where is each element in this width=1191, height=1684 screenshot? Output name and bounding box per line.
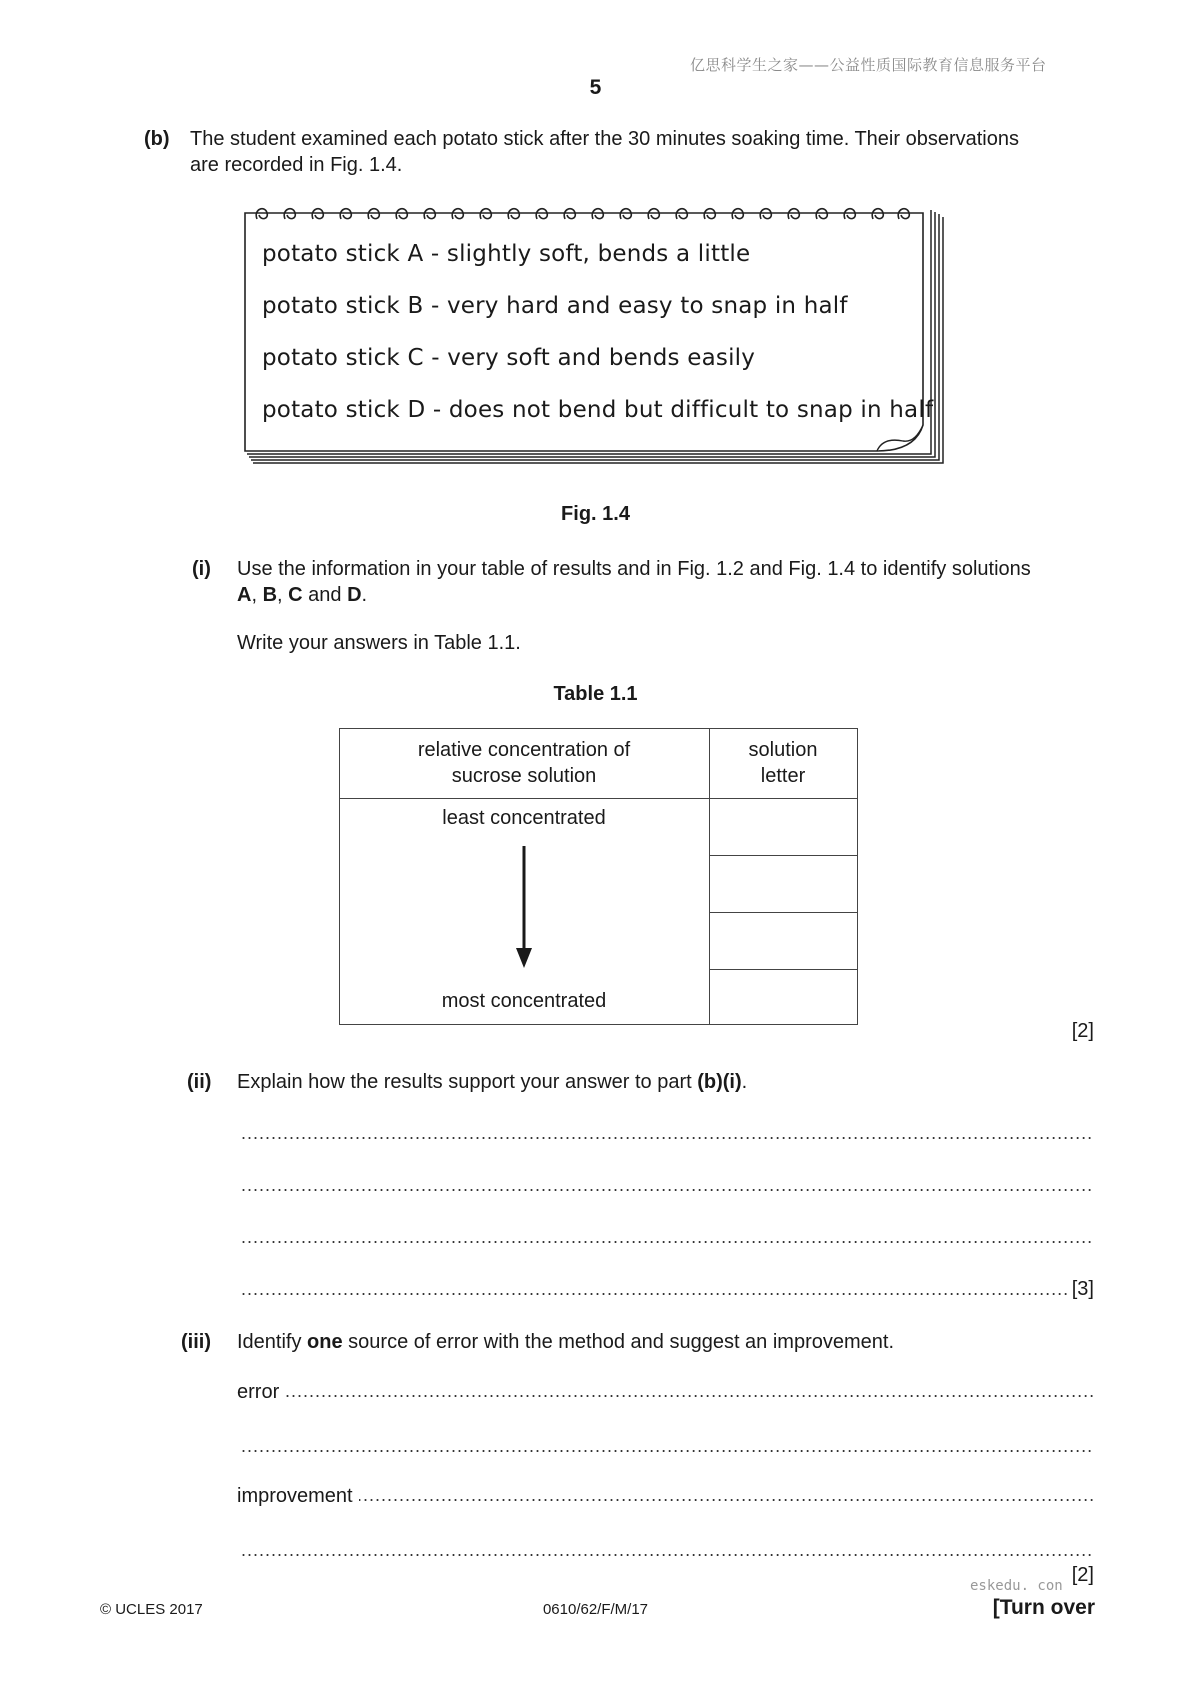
improvement-label: improvement [237, 1485, 359, 1508]
part-i-text-line1: Use the information in your table of results and in Fig. 1.2 and Fig. 1.4 to identify solutions [237, 558, 1031, 580]
notebook-line-c: potato stick C - very soft and bends easily [262, 345, 756, 371]
part-iii-marks: [2] [1071, 1564, 1094, 1586]
error-answer-line-2[interactable] [241, 1433, 1094, 1459]
copyright-text: © UCLES 2017 [100, 1601, 203, 1618]
letter-d: D [347, 584, 362, 606]
improvement-answer-line-2[interactable] [241, 1537, 1094, 1563]
answer-cell-4[interactable] [711, 971, 855, 1022]
improvement-answer-line[interactable] [237, 1485, 1094, 1511]
answer-line-ii-4[interactable] [241, 1276, 1067, 1302]
answer-cell-3[interactable] [711, 914, 855, 968]
watermark-text: eskedu. con [970, 1578, 1063, 1594]
figure-caption: Fig. 1.4 [561, 503, 630, 525]
paper-code: 0610/62/F/M/17 [542, 1601, 649, 1618]
part-i-label: (i) [192, 558, 211, 580]
least-concentrated-label: least concentrated [442, 807, 606, 829]
part-b-label: (b) [144, 128, 170, 150]
part-ii-marks: [3] [1071, 1278, 1094, 1300]
letter-a: A [237, 584, 252, 606]
answer-line-ii-1[interactable] [241, 1120, 1094, 1146]
page-number: 5 [589, 76, 602, 99]
part-b-text-line1: The student examined each potato stick after the 30 minutes soaking time. Their observations [190, 128, 1019, 150]
down-arrow-icon [509, 844, 539, 974]
answer-cell-1[interactable] [711, 800, 855, 854]
part-i-instruction: Write your answers in Table 1.1. [237, 632, 521, 654]
notebook-line-d: potato stick D - does not bend but difficult to snap in half [262, 397, 934, 423]
part-ii-text: Explain how the results support your answer to part (b)(i). [237, 1071, 748, 1093]
header-site-text: 亿思科学生之家——公益性质国际教育信息服务平台 [690, 56, 1047, 74]
part-iii-label: (iii) [181, 1331, 211, 1353]
notebook-line-a: potato stick A - slightly soft, bends a little [262, 241, 751, 267]
part-iii-text: Identify one source of error with the method and suggest an improvement. [237, 1331, 895, 1353]
answer-line-ii-2[interactable] [241, 1172, 1094, 1198]
turn-over-text: [Turn over [992, 1596, 1095, 1619]
most-concentrated-label: most concentrated [441, 990, 607, 1012]
answer-cell-2[interactable] [711, 857, 855, 911]
notebook-line-b: potato stick B - very hard and easy to snap in half [262, 293, 848, 319]
letter-b: B [262, 584, 278, 606]
col1-header: relative concentration of sucrose solution [417, 739, 631, 787]
error-answer-line[interactable] [237, 1381, 1094, 1407]
part-i-text-line2: A, B, C and D. [237, 584, 368, 606]
table-title: Table 1.1 [553, 683, 638, 705]
part-ii-label: (ii) [187, 1071, 212, 1093]
letter-c: C [288, 584, 303, 606]
part-b-text-line2: are recorded in Fig. 1.4. [190, 154, 403, 176]
error-label: error [237, 1381, 285, 1404]
col2-header: solution letter [748, 739, 818, 787]
answer-table [339, 728, 857, 1024]
part-i-marks: [2] [1071, 1020, 1094, 1042]
answer-line-ii-3[interactable] [241, 1224, 1094, 1250]
